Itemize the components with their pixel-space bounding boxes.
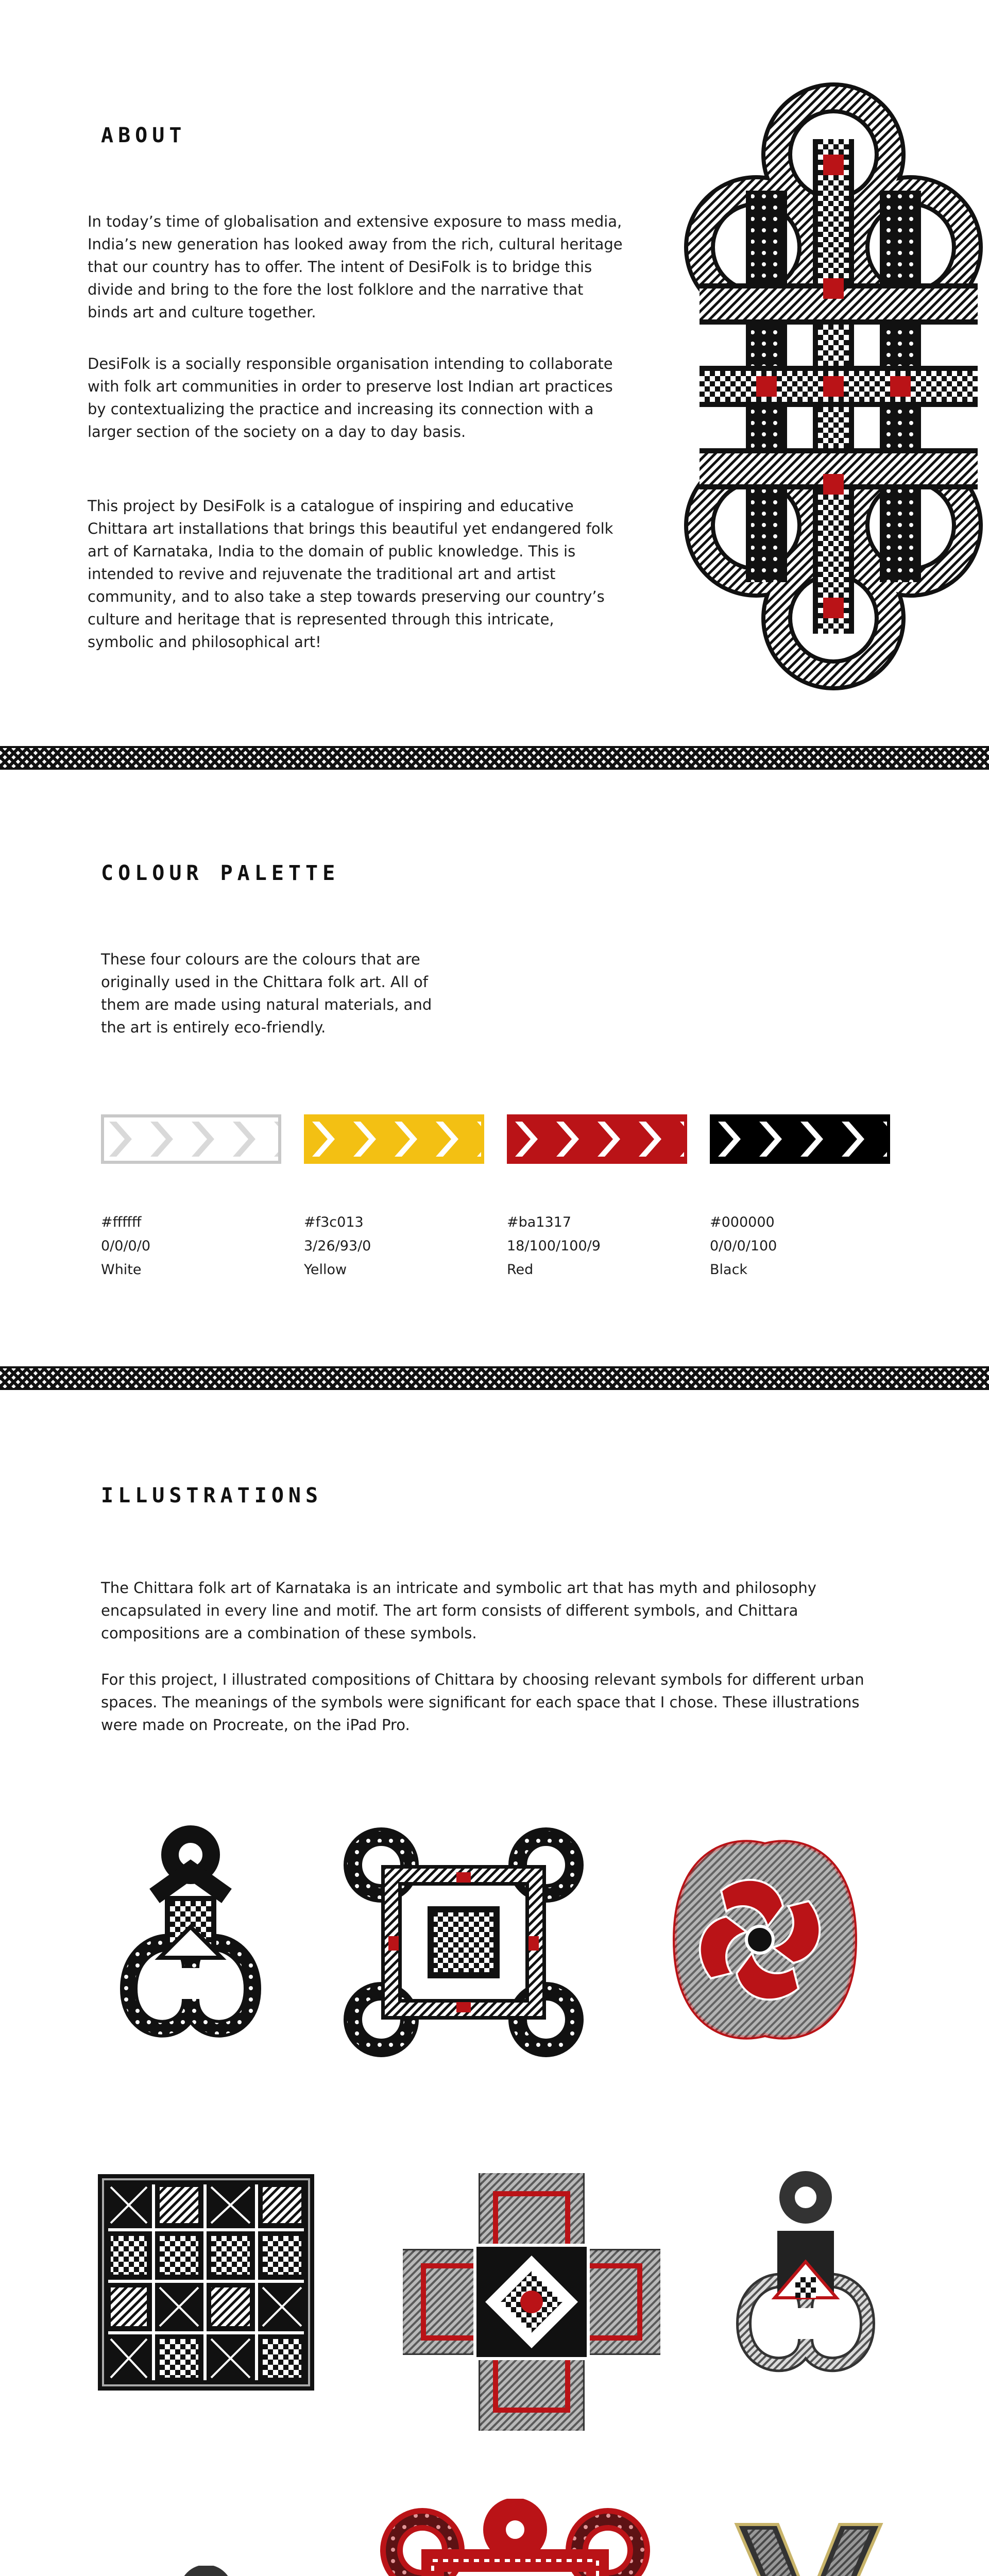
about-paragraph-3: This project by DesiFolk is a catalogue of inspiring and educative Chittara art installations that brings this beautiful yet endangered folk art of Karnataka, India to the domain of public knowledge. This is intended to revive and rejuvenate the traditional art and artist community, and to also take a step towards preserving our country’s culture and heritage that is represented through this intricate, symbolic and philosophical art! — [88, 497, 613, 651]
swatch-black-info — [710, 1211, 777, 1282]
illustration-heart-figure — [718, 2169, 893, 2406]
swatch-yellow — [304, 1114, 484, 1164]
swatch-white-name: White — [101, 1262, 142, 1278]
swatch-red-hex: #ba1317 — [507, 1214, 572, 1230]
swatch-black-cmyk: 0/0/0/100 — [710, 1238, 777, 1254]
swatch-black — [710, 1114, 890, 1164]
illustrations-title: ILLUSTRATIONS — [101, 1484, 323, 1507]
illustration-y-shape — [731, 2514, 886, 2576]
about-title: ABOUT — [101, 124, 186, 147]
about-paragraph-2: DesiFolk is a socially responsible organisation intending to collaborate with folk art communities in order to preserve lost Indian art practices by contextualizing the practice and increasing its connection with a larger section of the society on a day to day basis. — [88, 355, 613, 440]
swatch-black-hex: #000000 — [710, 1214, 775, 1230]
swatch-yellow-name: Yellow — [304, 1262, 347, 1278]
illustration-cross-mandala — [403, 2173, 660, 2431]
palette-title: COLOUR PALETTE — [101, 861, 340, 885]
swatch-yellow-info — [304, 1211, 371, 1282]
palette-intro: These four colours are the colours that are originally used in the Chittara folk art. All of them are made using natural materials, and the art is entirely eco-friendly. — [101, 951, 432, 1036]
illustration-tall-knot — [98, 2566, 314, 2576]
pattern-divider — [0, 746, 989, 770]
swatch-red-info — [507, 1211, 601, 1282]
swatch-red — [507, 1114, 687, 1164]
swatch-white-cmyk: 0/0/0/0 — [101, 1238, 151, 1254]
swatch-white-info — [101, 1211, 150, 1282]
illustration-red-swirl — [644, 1824, 886, 2056]
illustrations-paragraph-1: The Chittara folk art of Karnataka is an intricate and symbolic art that has myth and philosophy encapsulated in every line and motif. The art form consists of different symbols, and Chittara compositions are a combination of these symbols. — [101, 1579, 816, 1642]
swatch-white — [101, 1114, 281, 1164]
swatch-yellow-hex: #f3c013 — [304, 1214, 364, 1230]
swatch-white-hex: #ffffff — [101, 1214, 142, 1230]
pattern-divider — [0, 1366, 989, 1390]
illustrations-paragraph-2: For this project, I illustrated compositions of Chittara by choosing relevant symbols for different urban spaces. The meanings of the symbols were significant for each space that I chose. These illustrations were made on Procreate, on the iPad Pro. — [101, 1671, 864, 1734]
swatch-red-cmyk: 18/100/100/9 — [507, 1238, 601, 1254]
swatch-black-name: Black — [710, 1262, 748, 1278]
chittara-knot-hero-illustration — [679, 77, 989, 696]
illustration-arch-figure — [98, 1824, 283, 2081]
swatch-yellow-cmyk: 3/26/93/0 — [304, 1238, 371, 1254]
swatch-red-name: Red — [507, 1262, 534, 1278]
illustration-square-knot — [340, 1824, 587, 2061]
illustration-grid-panel — [98, 2174, 314, 2391]
illustration-red-knot — [376, 2499, 654, 2576]
about-paragraph-1: In today’s time of globalisation and extensive exposure to mass media, India’s new generation has looked away from the rich, cultural heritage that our country has to offer. The intent of DesiFolk is to bridge this divide and bring to the fore the lost folklore and the narrative that binds art and culture together. — [88, 213, 623, 321]
